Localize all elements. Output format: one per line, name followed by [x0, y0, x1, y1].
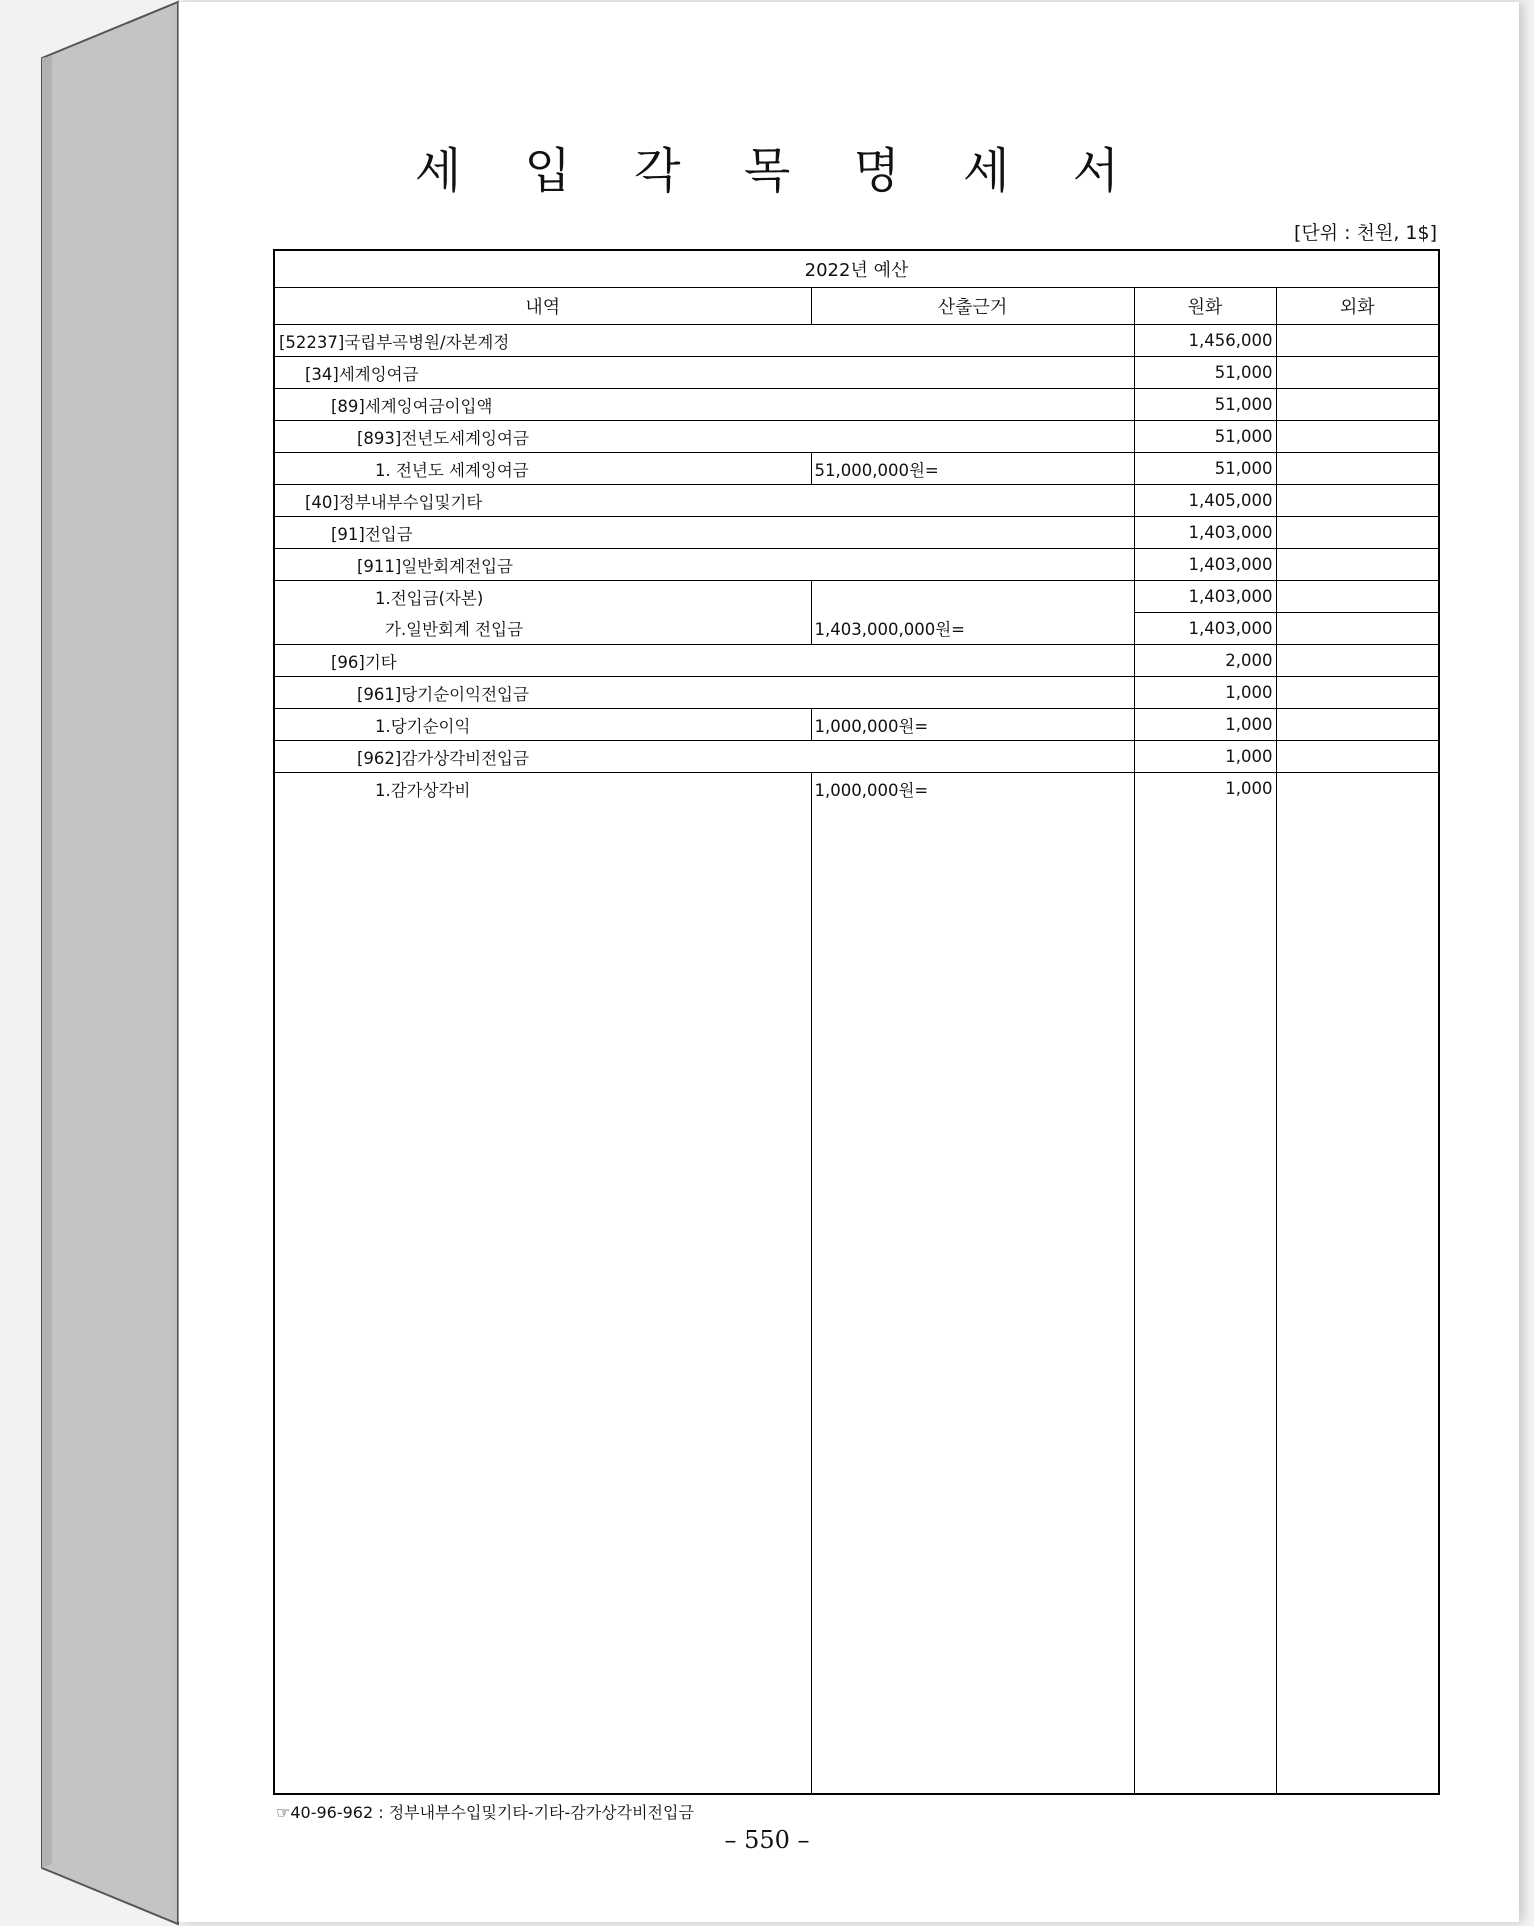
- row-fx-amount: [1276, 773, 1439, 805]
- table-row: [274, 549, 1439, 581]
- column-header-desc: 내역: [274, 288, 811, 325]
- row-fx-amount: [1276, 325, 1439, 357]
- row-description: 가.일반회계 전입금: [274, 613, 811, 645]
- column-header-krw: 원화: [1134, 288, 1276, 325]
- row-description: 1.당기순이익: [274, 709, 811, 741]
- row-krw-amount: 51,000: [1134, 453, 1276, 485]
- table-row: [274, 389, 1439, 421]
- filler-cell: [1134, 804, 1276, 1794]
- table-row: [274, 773, 1439, 805]
- title-char: 서: [1072, 143, 1120, 199]
- column-header-basis: 산출근거: [811, 288, 1134, 325]
- title-char: 세: [414, 143, 462, 199]
- row-description: 1.전입금(자본): [274, 581, 811, 613]
- row-description: [89]세계잉여금이입액: [274, 389, 1134, 421]
- row-krw-amount: 1,000: [1134, 773, 1276, 805]
- row-description: 1. 전년도 세계잉여금: [274, 453, 811, 485]
- unit-note: [단위 : 천원, 1$]: [1294, 222, 1437, 244]
- row-fx-amount: [1276, 613, 1439, 645]
- row-description: [52237]국립부곡병원/자본계정: [274, 325, 1134, 357]
- row-krw-amount: 51,000: [1134, 389, 1276, 421]
- row-krw-amount: 1,000: [1134, 677, 1276, 709]
- row-basis: [811, 581, 1134, 613]
- table-row: [274, 677, 1439, 709]
- row-krw-amount: 1,405,000: [1134, 485, 1276, 517]
- row-fx-amount: [1276, 645, 1439, 677]
- row-description: [34]세계잉여금: [274, 357, 1134, 389]
- table-row: [274, 581, 1439, 613]
- period-header: 2022년 예산: [274, 250, 1439, 288]
- row-fx-amount: [1276, 453, 1439, 485]
- title-char: 목: [743, 143, 791, 199]
- row-description: [40]정부내부수입및기타: [274, 485, 1134, 517]
- row-krw-amount: 1,456,000: [1134, 325, 1276, 357]
- revenue-detail-table: [273, 249, 1440, 1795]
- table-filler-row: [274, 804, 1439, 1794]
- row-fx-amount: [1276, 549, 1439, 581]
- table-row: [274, 645, 1439, 677]
- row-krw-amount: 1,403,000: [1134, 549, 1276, 581]
- table-row: [274, 741, 1439, 773]
- document-title: [0, 132, 1534, 201]
- row-fx-amount: [1276, 357, 1439, 389]
- row-krw-amount: 51,000: [1134, 357, 1276, 389]
- row-description: [962]감가상각비전입금: [274, 741, 1134, 773]
- filler-cell: [274, 804, 811, 1794]
- row-fx-amount: [1276, 421, 1439, 453]
- row-fx-amount: [1276, 517, 1439, 549]
- row-basis: 1,000,000원=: [811, 709, 1134, 741]
- row-fx-amount: [1276, 709, 1439, 741]
- title-char: 각: [634, 143, 681, 199]
- table-row: [274, 325, 1439, 357]
- page-number: – 550 –: [724, 1826, 810, 1854]
- title-char: 명: [853, 143, 900, 199]
- row-krw-amount: 2,000: [1134, 645, 1276, 677]
- row-krw-amount: 1,403,000: [1134, 581, 1276, 613]
- row-basis: 1,000,000원=: [811, 773, 1134, 805]
- table-row: [274, 709, 1439, 741]
- row-fx-amount: [1276, 741, 1439, 773]
- title-char: 세: [963, 143, 1010, 199]
- row-description: 1.감가상각비: [274, 773, 811, 805]
- row-description: [96]기타: [274, 645, 1134, 677]
- footnote: ☞40-96-962 : 정부내부수입및기타-기타-감가상각비전입금: [276, 1803, 694, 1822]
- row-fx-amount: [1276, 485, 1439, 517]
- row-krw-amount: 1,000: [1134, 709, 1276, 741]
- row-fx-amount: [1276, 677, 1439, 709]
- table-body: [274, 325, 1439, 1795]
- row-basis: 51,000,000원=: [811, 453, 1134, 485]
- table-row: [274, 517, 1439, 549]
- filler-cell: [811, 804, 1134, 1794]
- row-basis: 1,403,000,000원=: [811, 613, 1134, 645]
- row-fx-amount: [1276, 389, 1439, 421]
- row-fx-amount: [1276, 581, 1439, 613]
- row-description: [91]전입금: [274, 517, 1134, 549]
- column-header-fx: 외화: [1276, 288, 1439, 325]
- table-row: [274, 357, 1439, 389]
- row-krw-amount: 1,000: [1134, 741, 1276, 773]
- table-row: [274, 453, 1439, 485]
- table-row: [274, 485, 1439, 517]
- table-row: [274, 421, 1439, 453]
- row-krw-amount: 51,000: [1134, 421, 1276, 453]
- filler-cell: [1276, 804, 1439, 1794]
- title-char: 입: [524, 143, 571, 199]
- row-krw-amount: 1,403,000: [1134, 517, 1276, 549]
- row-description: [961]당기순이익전입금: [274, 677, 1134, 709]
- row-description: [911]일반회계전입금: [274, 549, 1134, 581]
- table-row: [274, 613, 1439, 645]
- row-description: [893]전년도세계잉여금: [274, 421, 1134, 453]
- row-krw-amount: 1,403,000: [1134, 613, 1276, 645]
